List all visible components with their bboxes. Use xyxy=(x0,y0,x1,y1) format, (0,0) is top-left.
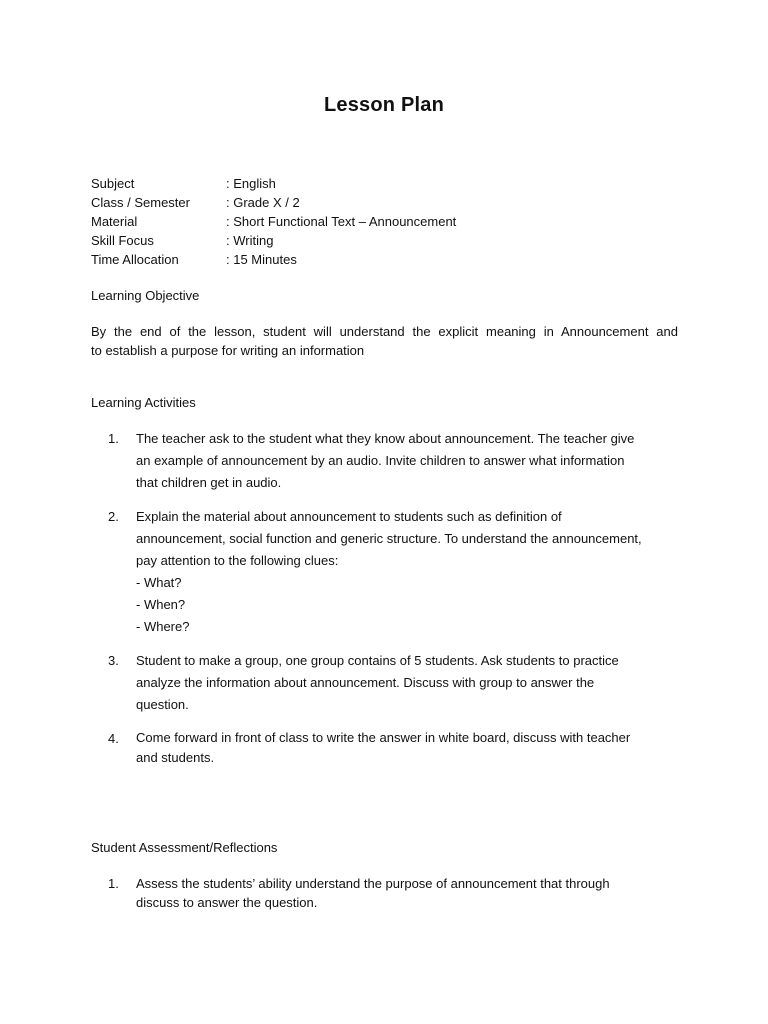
learning-objective-heading: Learning Objective xyxy=(91,288,200,303)
info-label: Skill Focus xyxy=(91,233,154,248)
list-number: 2. xyxy=(108,509,119,524)
text-line: and students. xyxy=(136,750,215,765)
info-value: : Writing xyxy=(226,233,274,248)
list-item-text xyxy=(136,428,679,494)
info-row-skill-focus xyxy=(91,231,691,250)
text-line: Assess the students’ ability understand the purpose of announcement that through xyxy=(136,876,610,891)
info-value: : Short Functional Text – Announcement xyxy=(226,214,457,229)
lesson-info-table xyxy=(91,174,691,269)
info-value: : 15 Minutes xyxy=(226,252,297,267)
learning-activities-heading: Learning Activities xyxy=(91,395,196,410)
text-line: Explain the material about announcement to students such as definition of xyxy=(136,509,562,524)
text-line: question. xyxy=(136,697,189,712)
list-item-text xyxy=(136,506,679,638)
objective-line: to establish a purpose for writing an information xyxy=(91,343,365,358)
list-item-text xyxy=(136,650,679,716)
text-line: - What? xyxy=(136,575,182,590)
text-line: announcement, social function and generic structure. To understand the announcement, xyxy=(136,531,642,546)
info-row-class-semester xyxy=(91,193,691,212)
objective-line: By the end of the lesson, student will understand the explicit meaning in Announcement and xyxy=(91,324,678,339)
page-title: Lesson Plan xyxy=(323,94,444,116)
info-row-time-allocation xyxy=(91,250,691,269)
info-label: Subject xyxy=(91,176,135,191)
text-line: - When? xyxy=(136,597,186,612)
info-label: Class / Semester xyxy=(91,195,190,210)
list-number: 4. xyxy=(108,731,119,746)
list-number: 1. xyxy=(108,431,119,446)
text-line: analyze the information about announcement. Discuss with group to answer the xyxy=(136,675,595,690)
text-line: that children get in audio. xyxy=(136,475,282,490)
text-line: Come forward in front of class to write the answer in white board, discuss with teacher xyxy=(136,730,631,745)
text-line: - Where? xyxy=(136,619,190,634)
list-item-text xyxy=(136,728,679,768)
learning-objective-text xyxy=(91,322,678,360)
info-label: Time Allocation xyxy=(91,252,179,267)
list-item-text xyxy=(136,874,679,912)
info-row-subject xyxy=(91,174,691,193)
text-line: The teacher ask to the student what they know about announcement. The teacher give xyxy=(136,431,635,446)
text-line: discuss to answer the question. xyxy=(136,895,318,910)
info-label: Material xyxy=(91,214,138,229)
text-line: pay attention to the following clues: xyxy=(136,553,339,568)
text-line: an example of announcement by an audio. Invite children to answer what information xyxy=(136,453,625,468)
info-row-material xyxy=(91,212,691,231)
list-number: 1. xyxy=(108,876,119,891)
info-value: : Grade X / 2 xyxy=(226,195,300,210)
student-assessment-heading: Student Assessment/Reflections xyxy=(91,840,278,855)
info-value: : English xyxy=(226,176,276,191)
list-number: 3. xyxy=(108,653,119,668)
text-line: Student to make a group, one group contains of 5 students. Ask students to practice xyxy=(136,653,619,668)
